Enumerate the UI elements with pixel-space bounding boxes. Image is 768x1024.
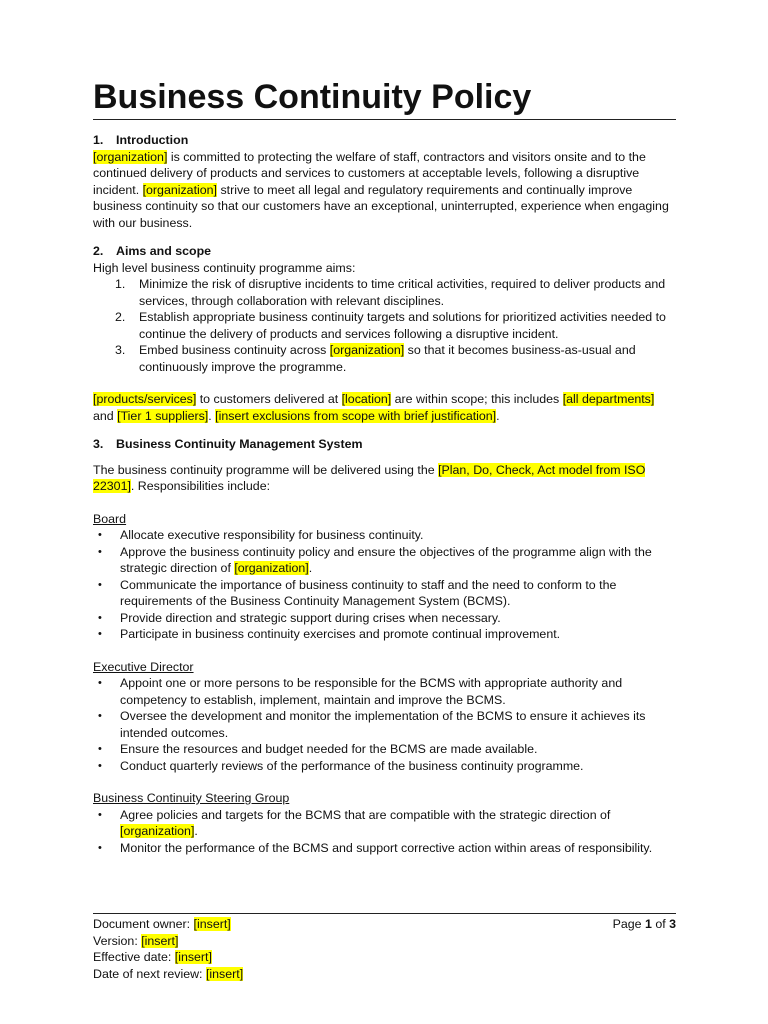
scope-paragraph (93, 391, 676, 424)
list-item-text: . (194, 824, 198, 838)
bullet-icon: • (98, 677, 102, 689)
paragraph-text: is committed to protecting the welfare of staff, contractors and visitors onsite and to the continued delivery of products and services to customers at acceptable levels, following a disruptive incident. (93, 149, 646, 197)
list-item-text: so that it becomes business-as-usual and continuously improve the programme. (139, 343, 636, 374)
paragraph-text: strive to meet all legal and regulatory requirements and continually improve business continuity so that our customers have an exceptional, uninterrupted, experience when engaging with our business. (93, 182, 669, 230)
list-item-text: Monitor the performance of the BCMS and support corrective action within areas of responsibility. (120, 840, 653, 855)
placeholder-highlight: [Tier 1 suppliers] (117, 408, 209, 423)
section-title: Introduction (116, 133, 189, 147)
placeholder-highlight: [all departments] (562, 392, 655, 406)
footer-label: Date of next review: (93, 966, 206, 981)
section-number: 2. (93, 244, 104, 258)
footer-label: Effective date: (93, 950, 175, 964)
list-number: 1. (115, 277, 126, 291)
list-item-text: Approve the business continuity policy and ensure the objectives of the programme align with the strategic direction of (120, 544, 652, 575)
bullet-icon: • (98, 529, 102, 541)
bullet-icon: • (98, 808, 102, 821)
placeholder-highlight: [location] (341, 392, 392, 406)
placeholder-highlight: [products/services] (93, 392, 197, 406)
list-item (93, 840, 676, 857)
list-item (93, 342, 676, 375)
page-total: 3 (669, 917, 676, 931)
aims-list (93, 276, 676, 375)
bullet-icon: • (98, 611, 102, 624)
list-item-text: . (308, 561, 313, 575)
footer-row-version (93, 933, 676, 950)
section-heading-introduction (93, 132, 676, 149)
document-owner (93, 916, 231, 933)
list-item (93, 544, 676, 577)
placeholder-highlight: [organization] (329, 343, 405, 357)
bullet-icon: • (98, 759, 102, 772)
placeholder-highlight: [organization] (120, 824, 195, 838)
steering-group-list (93, 807, 676, 857)
bullet-icon: • (98, 710, 102, 722)
paragraph-text: The business continuity programme will be delivered using the (93, 462, 439, 477)
list-item (93, 276, 676, 309)
list-item-text: Appoint one or more persons to be responsible for the BCMS with appropriate authority and competency to establish, implement, maintain and improve the BCMS. (120, 676, 623, 707)
list-item (93, 675, 676, 708)
page-label: Page (612, 917, 645, 931)
footer-row-next-review (93, 966, 676, 983)
paragraph-text: . Responsibilities include: (130, 479, 271, 493)
section-heading-bcms (93, 436, 676, 453)
footer-label: Version: (93, 933, 142, 948)
list-item-text: Embed business continuity across (139, 343, 330, 357)
placeholder-highlight: [organization] (234, 561, 309, 575)
bullet-icon: • (98, 743, 102, 755)
paragraph-text: . (208, 408, 216, 423)
section-title: Aims and scope (116, 244, 212, 258)
footer-row-effective-date (93, 949, 676, 966)
bullet-icon: • (98, 841, 102, 854)
bcms-paragraph (93, 462, 676, 495)
footer-row-owner (93, 916, 676, 933)
placeholder-highlight: [insert] (193, 917, 231, 931)
list-item (93, 309, 676, 342)
paragraph-text: . (496, 408, 500, 423)
list-item (93, 758, 676, 775)
bullet-icon: • (98, 545, 102, 558)
section-number: 3. (93, 437, 104, 451)
placeholder-highlight: [organization] (93, 149, 168, 164)
list-item (93, 741, 676, 758)
placeholder-highlight: [insert] (174, 950, 212, 964)
page-of: of (651, 917, 670, 931)
list-item (93, 577, 676, 610)
list-item-text: Agree policies and targets for the BCMS that are compatible with the strategic direction of (120, 807, 611, 822)
introduction-paragraph (93, 149, 676, 232)
placeholder-highlight: [insert exclusions from scope with brief justification] (215, 408, 497, 423)
placeholder-highlight: [insert] (205, 966, 244, 981)
section-title: Business Continuity Management System (116, 437, 363, 451)
list-item-text: Minimize the risk of disruptive incidents to time critical activities, required to deliver products and services, through collaboration with relevant disciplines. (139, 277, 666, 308)
aims-lead: High level business continuity programme aims: (93, 260, 356, 275)
subheading-board: Board (93, 511, 127, 526)
list-item-text: Provide direction and strategic support during crises when necessary. (120, 610, 501, 625)
document-title: Business Continuity Policy (93, 76, 676, 120)
placeholder-highlight: [organization] (142, 182, 217, 197)
subheading-executive-director: Executive Director (93, 659, 194, 674)
section-heading-aims (93, 243, 676, 260)
list-item-text: Communicate the importance of business continuity to staff and the need to conform to the requirements of the Business Continuity Management System (BCMS). (120, 577, 617, 608)
list-item (93, 708, 676, 741)
list-item-text: Conduct quarterly reviews of the performance of the business continuity programme. (120, 758, 584, 773)
list-item-text: Participate in business continuity exercises and promote continual improvement. (120, 627, 561, 641)
list-item (93, 626, 676, 643)
list-item (93, 807, 676, 840)
list-item-text: Establish appropriate business continuity targets and solutions for prioritized activities needed to continue the delivery of products and services following a disruptive incident. (139, 310, 666, 341)
placeholder-highlight: [insert] (141, 933, 179, 948)
list-item-text: Oversee the development and monitor the implementation of the BCMS to ensure it achieves its intended outcomes. (120, 709, 646, 740)
list-item-text: Ensure the resources and budget needed for the BCMS are made available. (120, 742, 538, 756)
list-item (93, 610, 676, 627)
document-body (93, 76, 676, 856)
list-item (93, 527, 676, 544)
list-item-text: Allocate executive responsibility for business continuity. (120, 528, 424, 542)
subheading-steering-group: Business Continuity Steering Group (93, 791, 290, 805)
footer-label: Document owner: (93, 917, 194, 931)
list-number: 2. (115, 310, 126, 324)
paragraph-text: are within scope; this includes (391, 392, 563, 406)
page-footer (93, 913, 676, 982)
section-number: 1. (93, 133, 104, 147)
paragraph-text: and (93, 408, 118, 423)
executive-director-list (93, 675, 676, 774)
bullet-icon: • (98, 578, 102, 591)
board-list (93, 527, 676, 643)
placeholder-highlight: [Plan, Do, Check, Act model from ISO 22301] (93, 462, 646, 493)
list-number: 3. (115, 343, 126, 357)
paragraph-text: to customers delivered at (196, 392, 342, 406)
bullet-icon: • (98, 628, 102, 640)
page-indicator (613, 916, 676, 933)
page-current: 1 (644, 917, 652, 931)
